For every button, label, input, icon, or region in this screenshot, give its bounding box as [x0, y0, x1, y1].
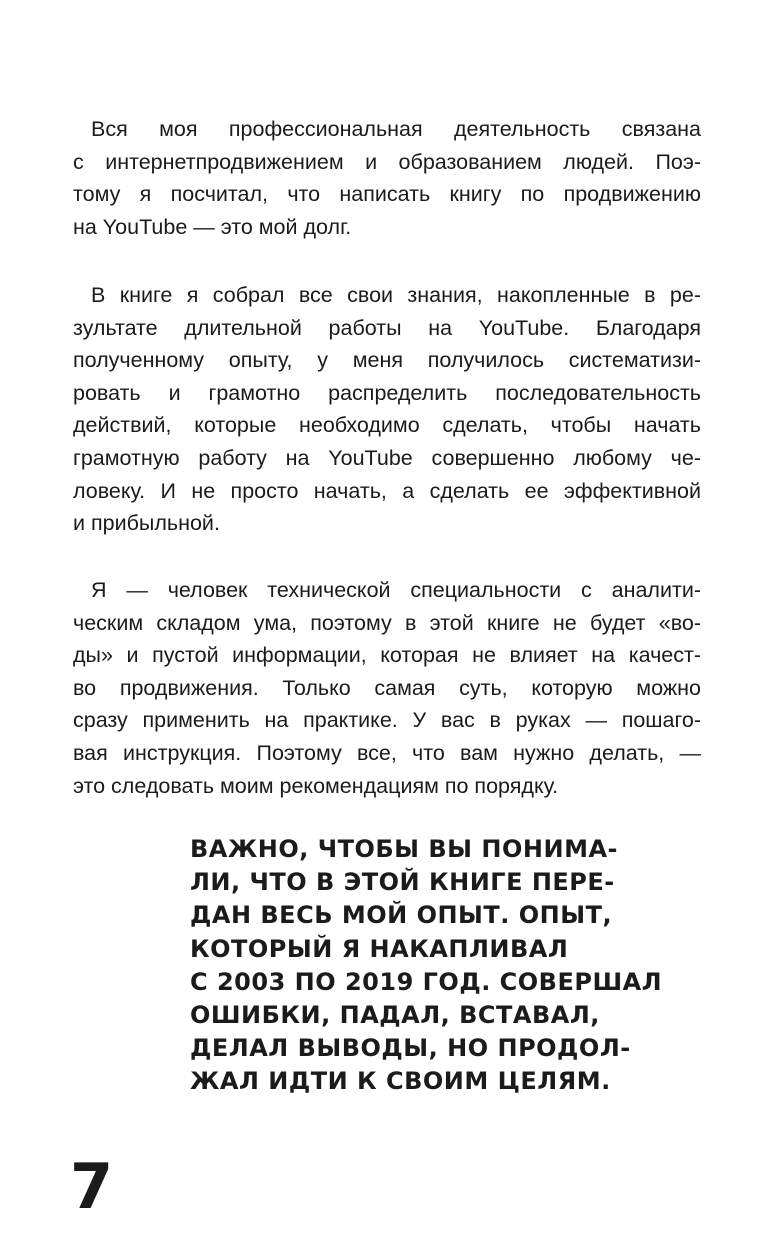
pull-quote — [190, 833, 663, 1099]
text-line: сразу применить на практике. У вас в руках — пошаго- — [73, 708, 701, 733]
paragraph-3 — [73, 574, 701, 802]
text-line: зультате длительной работы на YouTube. Благодаря — [73, 315, 701, 340]
quote-line: ОШИБКИ, ПАДАЛ, ВСТАВАЛ, — [190, 1001, 600, 1030]
text-line: это следовать моим рекомендациям по порядку. — [73, 773, 559, 798]
text-line: с интернетпродвижением и образованием людей. Поэ- — [73, 149, 701, 174]
text-line: ды» и пустой информации, которая не влияет на качест- — [73, 643, 701, 668]
quote-line: ДАН ВЕСЬ МОЙ ОПЫТ. ОПЫТ, — [190, 901, 613, 930]
text-line: ческим складом ума, поэтому в этой книге не будет «во- — [73, 610, 701, 635]
text-line: грамотную работу на YouTube совершенно любому че- — [73, 445, 701, 470]
text-line: полученному опыту, у меня получилось систематизи- — [73, 348, 701, 373]
quote-line: КОТОРЫЙ Я НАКАПЛИВАЛ — [190, 934, 569, 963]
quote-line: ДЕЛАЛ ВЫВОДЫ, НО ПРОДОЛ- — [190, 1034, 631, 1063]
text-line: вая инструкция. Поэтому все, что вам нужно делать, — — [73, 740, 701, 765]
text-line: и прибыльной. — [73, 511, 220, 536]
text-line: Вся моя профессиональная деятельность связана — [91, 117, 701, 141]
paragraph-2 — [73, 279, 701, 540]
paragraph-1 — [73, 113, 701, 243]
quote-line: С 2003 ПО 2019 ГОД. СОВЕРШАЛ — [190, 967, 663, 996]
text-line: тому я посчитал, что написать книгу по продвижению — [73, 182, 701, 207]
quote-line: ВАЖНО, ЧТОБЫ ВЫ ПОНИМА- — [190, 835, 618, 863]
text-line: действий, которые необходимо сделать, чтобы начать — [73, 413, 701, 438]
text-line: на YouTube — это мой долг. — [73, 214, 352, 239]
text-line: ровать и грамотно распределить последовательность — [73, 380, 701, 405]
page-number: 7 — [70, 1150, 114, 1223]
text-line: Я — человек технической специальности с аналити- — [91, 578, 701, 602]
quote-line: ЖАЛ ИДТИ К СВОИМ ЦЕЛЯМ. — [190, 1067, 611, 1096]
quote-line: ЛИ, ЧТО В ЭТОЙ КНИГЕ ПЕРЕ- — [190, 868, 615, 897]
text-line: во продвижения. Только самая суть, которую можно — [73, 675, 701, 700]
text-line: В книге я собрал все свои знания, накопленные в ре- — [91, 283, 701, 307]
text-line: ловеку. И не просто начать, а сделать ее эффективной — [73, 478, 701, 503]
